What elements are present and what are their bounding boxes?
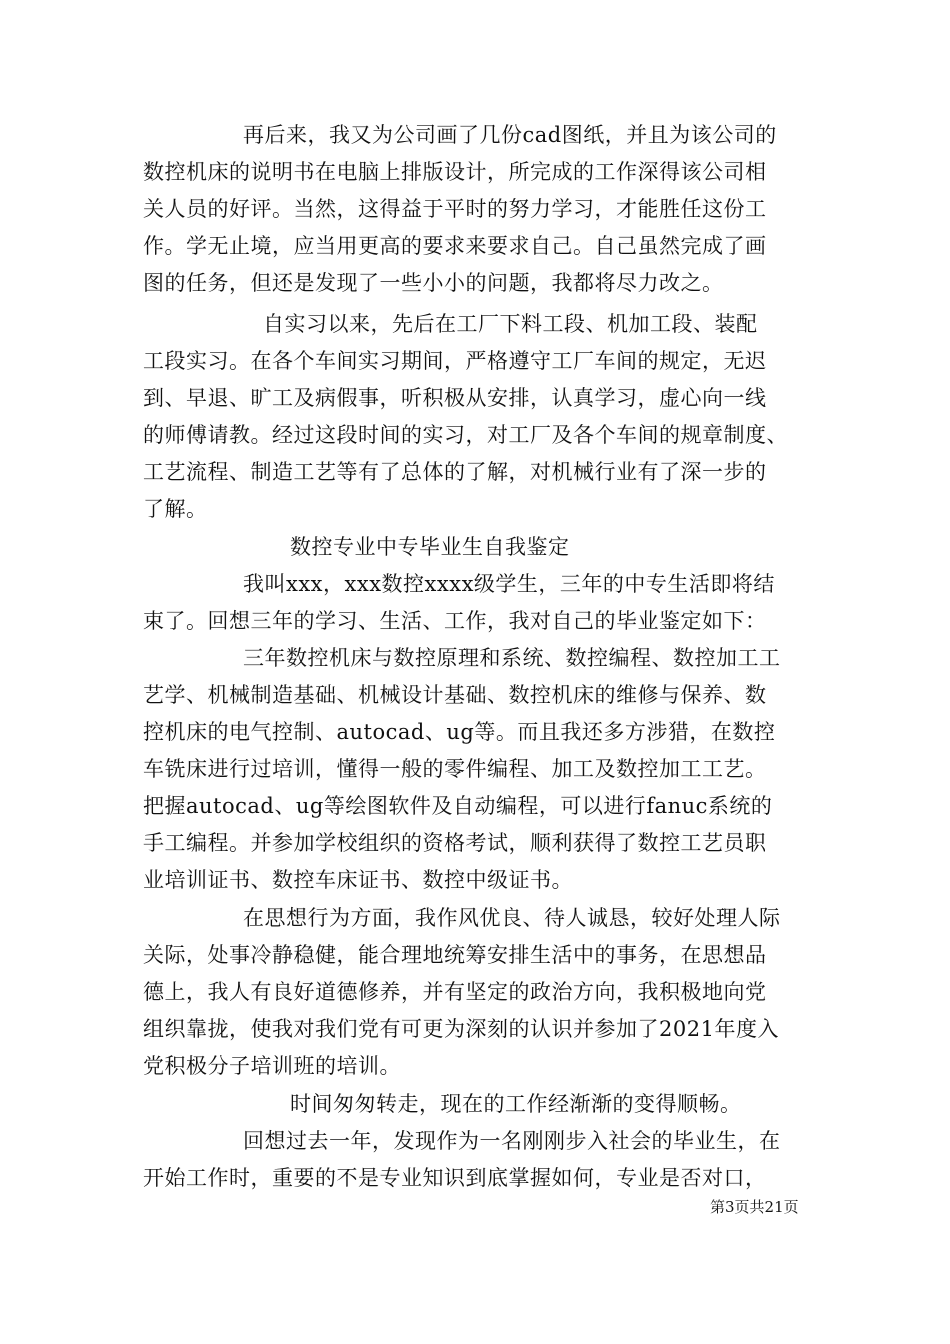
text-line: 车铣床进行过培训，懂得一般的零件编程、加工及数控加工工艺。	[143, 757, 767, 781]
text-line: 把握autocad、ug等绘图软件及自动编程，可以进行fanuc系统的	[143, 794, 773, 818]
text-line: 德上，我人有良好道德修养，并有坚定的政治方向，我积极地向党	[143, 980, 767, 1004]
text-line: 图的任务，但还是发现了一些小小的问题，我都将尽力改之。	[143, 271, 724, 295]
text-line: 手工编程。并参加学校组织的资格考试，顺利获得了数控工艺员职	[143, 831, 767, 855]
text-line: 的师傅请教。经过这段时间的实习，对工厂及各个车间的规章制度、	[143, 423, 788, 447]
text-line: 关际，处事冷静稳健，能合理地统筹安排生活中的事务，在思想品	[143, 943, 767, 967]
section-title: 数控专业中专毕业生自我鉴定	[290, 535, 570, 559]
text-line: 束了。回想三年的学习、生活、工作，我对自己的毕业鉴定如下：	[143, 609, 767, 633]
text-line: 再后来，我又为公司画了几份cad图纸，并且为该公司的	[243, 123, 777, 147]
text-line: 艺学、机械制造基础、机械设计基础、数控机床的维修与保养、数	[143, 683, 767, 707]
text-line: 数控机床的说明书在电脑上排版设计，所完成的工作深得该公司相	[143, 160, 767, 184]
text-line: 关人员的好评。当然，这得益于平时的努力学习，才能胜任这份工	[143, 197, 767, 221]
text-line: 开始工作时，重要的不是专业知识到底掌握如何，专业是否对口，	[143, 1166, 767, 1190]
text-line: 业培训证书、数控车床证书、数控中级证书。	[143, 868, 573, 892]
text-line: 我叫xxx，xxx数控xxxx级学生，三年的中专生活即将结	[243, 572, 775, 596]
text-line: 自实习以来，先后在工厂下料工段、机加工段、装配	[263, 312, 758, 336]
text-line: 了解。	[143, 497, 208, 521]
text-line: 三年数控机床与数控原理和系统、数控编程、数控加工工	[243, 646, 781, 670]
text-line: 到、早退、旷工及病假事，听积极从安排，认真学习，虚心向一线	[143, 386, 767, 410]
page-number: 第3页共21页	[710, 1198, 799, 1216]
text-line: 时间匆匆转走，现在的工作经渐渐的变得顺畅。	[290, 1092, 742, 1116]
text-line: 回想过去一年，发现作为一名刚刚步入社会的毕业生，在	[243, 1129, 781, 1153]
text-line: 组织靠拢，使我对我们党有可更为深刻的认识并参加了2021年度入	[143, 1017, 779, 1041]
text-line: 作。学无止境，应当用更高的要求来要求自己。自己虽然完成了画	[143, 234, 767, 258]
text-line: 工艺流程、制造工艺等有了总体的了解，对机械行业有了深一步的	[143, 460, 767, 484]
text-line: 在思想行为方面，我作风优良、待人诚恳，较好处理人际	[243, 906, 781, 930]
text-line: 控机床的电气控制、autocad、ug等。而且我还多方涉猎，在数控	[143, 720, 776, 744]
text-line: 工段实习。在各个车间实习期间，严格遵守工厂车间的规定，无迟	[143, 349, 767, 373]
text-line: 党积极分子培训班的培训。	[143, 1054, 401, 1078]
